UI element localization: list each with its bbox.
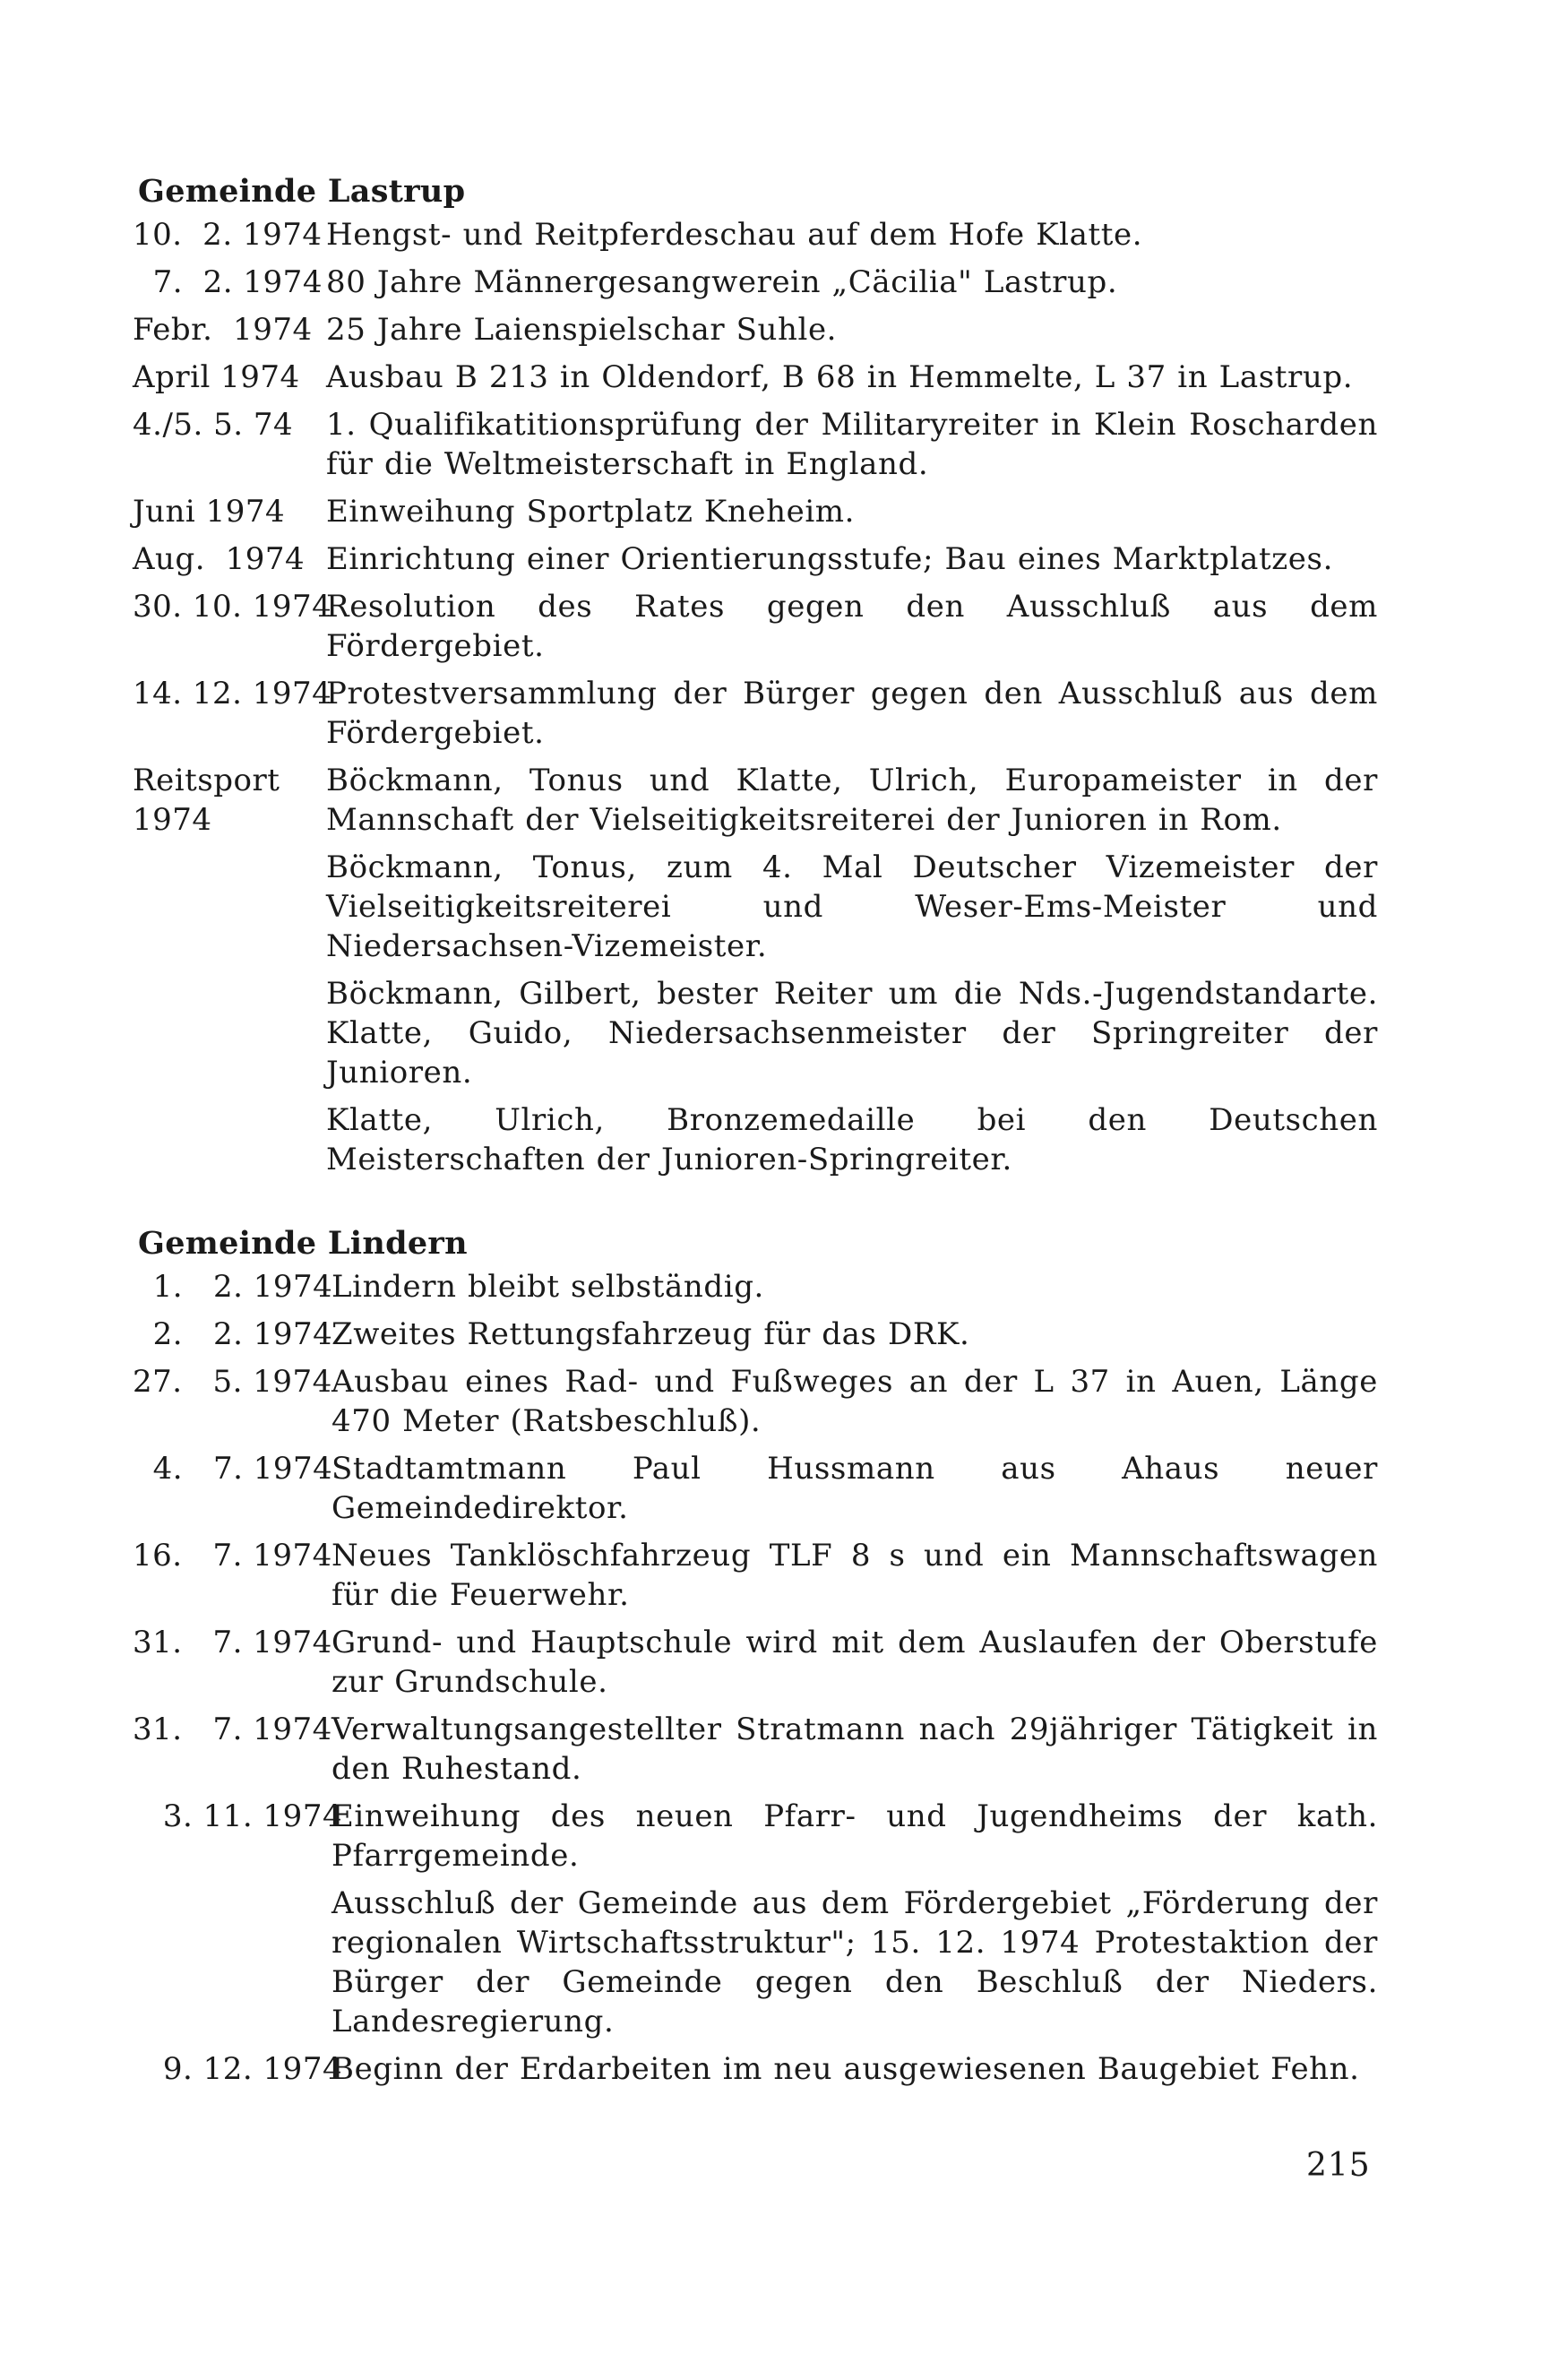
chronicle-entry xyxy=(133,215,1378,254)
entry-date: April 1974 xyxy=(133,359,300,395)
chronicle-entry xyxy=(133,1623,1378,1702)
entry-date: 3. 11. 1974 xyxy=(133,1798,343,1834)
chronicle-entry xyxy=(133,587,1378,666)
entry-text: Neues Tanklöschfahrzeug TLF 8 s und ein Mannschaftswagen für die Feuerwehr. xyxy=(331,1538,1378,1613)
entry-date: 27. 5. 1974 xyxy=(133,1364,332,1400)
entry-date: Febr. 1974 xyxy=(133,312,313,348)
entry-date: 31. 7. 1974 xyxy=(133,1625,332,1660)
entry-text: Verwaltungsangestellter Stratmann nach 29jähriger Tätigkeit in den Ruhestand. xyxy=(331,1712,1378,1787)
entry-date: 2. 2. 1974 xyxy=(133,1316,333,1352)
chronicle-entry xyxy=(133,358,1378,397)
entry-continuation: Klatte, Ulrich, Bronzemedaille bei den Deutschen Meisterschaften der Junioren-Springreiter. xyxy=(326,1102,1378,1177)
entry-text: 1. Qualifikatitionsprüfung der Militaryreiter in Klein Roscharden für die Weltmeisterschaft in England. xyxy=(326,407,1378,482)
entry-text: Zweites Rettungsfahrzeug für das DRK. xyxy=(331,1316,970,1352)
entry-text: Einrichtung einer Orientierungsstufe; Bau eines Marktplatzes. xyxy=(326,541,1333,577)
entry-date: 31. 7. 1974 xyxy=(133,1712,332,1747)
chronicle-entry xyxy=(133,263,1378,302)
entry-continuation: Ausschluß der Gemeinde aus dem Fördergebiet „Förderung der regionalen Wirtschaftsstruktur"; 15. 12. 1974 Protestaktion der Bürger der Gemeinde gegen den Beschluß der Nieders. Landesregierung. xyxy=(331,1885,1378,2039)
section-title-lastrup: Gemeinde Lastrup xyxy=(138,173,466,210)
entry-date: 4./5. 5. 74 xyxy=(133,407,294,443)
entry-date: 4. 7. 1974 xyxy=(133,1451,333,1487)
entry-text: Böckmann, Tonus und Klatte, Ulrich, Europameister in der Mannschaft der Vielseitigkeitsreiterei der Junioren in Rom. xyxy=(326,763,1378,838)
entry-text: Grund- und Hauptschule wird mit dem Auslaufen der Oberstufe zur Grundschule. xyxy=(331,1625,1378,1700)
entry-continuation: Böckmann, Tonus, zum 4. Mal Deutscher Vizemeister der Vielseitigkeitsreiterei und Weser-Ems-Meister und Niedersachsen-Vizemeister. xyxy=(326,849,1378,964)
entry-date: Reitsport 1974 xyxy=(133,763,280,838)
entry-text: Ausbau eines Rad- und Fußweges an der L 37 in Auen, Länge 470 Meter (Ratsbeschluß). xyxy=(331,1364,1378,1439)
chronicle-entry xyxy=(133,1267,1378,1306)
entry-text: 25 Jahre Laienspielschar Suhle. xyxy=(326,312,838,348)
chronicle-entry xyxy=(133,1797,1378,1876)
entry-date: 10. 2. 1974 xyxy=(133,217,323,253)
entry-date: 1. 2. 1974 xyxy=(133,1269,333,1305)
entry-text: Hengst- und Reitpferdeschau auf dem Hofe Klatte. xyxy=(326,217,1143,253)
entry-text: Ausbau B 213 in Oldendorf, B 68 in Hemmelte, L 37 in Lastrup. xyxy=(326,359,1354,395)
section-lastrup xyxy=(133,170,1378,1179)
entry-date: Aug. 1974 xyxy=(133,541,306,577)
entry-text: 80 Jahre Männergesangwerein „Cäcilia" Lastrup. xyxy=(326,264,1118,300)
entry-text: Lindern bleibt selbständig. xyxy=(331,1269,764,1305)
chronicle-entry xyxy=(133,1362,1378,1441)
entry-text: Einweihung des neuen Pfarr- und Jugendheims der kath. Pfarrgemeinde. xyxy=(331,1798,1378,1874)
chronicle-entry xyxy=(133,1536,1378,1615)
chronicle-entry xyxy=(133,310,1378,349)
entry-text: Resolution des Rates gegen den Ausschluß aus dem Fördergebiet. xyxy=(326,589,1378,664)
entry-text: Einweihung Sportplatz Kneheim. xyxy=(326,494,856,530)
chronicle-entry xyxy=(133,405,1378,484)
page-content xyxy=(133,170,1378,2097)
chronicle-entry xyxy=(133,2049,1378,2089)
entry-text: Stadtamtmann Paul Hussmann aus Ahaus neuer Gemeindedirektor. xyxy=(331,1451,1378,1526)
section-title-lindern: Gemeinde Lindern xyxy=(138,1225,468,1262)
page-number: 215 xyxy=(1306,2147,1371,2184)
chronicle-entry xyxy=(133,674,1378,753)
chronicle-entry xyxy=(133,539,1378,579)
entry-date: 30. 10. 1974 xyxy=(133,589,332,625)
chronicle-entry xyxy=(133,1710,1378,1789)
entry-date: 7. 2. 1974 xyxy=(133,264,323,300)
chronicle-entry xyxy=(133,1449,1378,1528)
chronicle-entry-reitsport xyxy=(133,761,1378,840)
section-lindern xyxy=(133,1222,1378,2089)
entry-date: 14. 12. 1974 xyxy=(133,676,332,711)
chronicle-entry xyxy=(133,1315,1378,1354)
entry-continuation: Böckmann, Gilbert, bester Reiter um die Nds.-Jugendstandarte. Klatte, Guido, Niedersachsenmeister der Springreiter der Junioren. xyxy=(326,976,1378,1091)
entry-date: Juni 1974 xyxy=(133,494,286,530)
chronicle-entry xyxy=(133,492,1378,531)
entry-text: Beginn der Erdarbeiten im neu ausgewiesenen Baugebiet Fehn. xyxy=(331,2051,1360,2087)
entry-date: 16. 7. 1974 xyxy=(133,1538,332,1574)
entry-date: 9. 12. 1974 xyxy=(133,2051,343,2087)
entry-text: Protestversammlung der Bürger gegen den Ausschluß aus dem Fördergebiet. xyxy=(326,676,1378,751)
